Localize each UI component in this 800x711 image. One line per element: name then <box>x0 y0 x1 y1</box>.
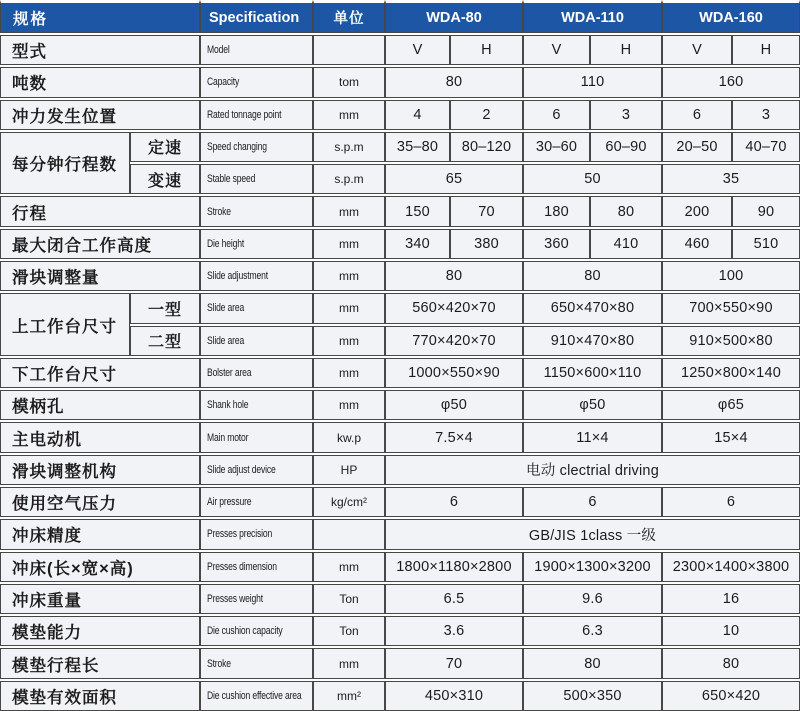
value-cell: 110 <box>523 67 662 97</box>
value-cell: 9.6 <box>523 584 662 614</box>
value-cell: 3 <box>732 100 800 130</box>
spec-label-text: Slide adjust device <box>207 463 276 476</box>
spec-label-text: Presses weight <box>207 592 264 605</box>
value-cell: 15×4 <box>662 422 800 452</box>
row-label: 模垫行程长 <box>0 648 200 678</box>
spec-label-text: Slide area <box>207 334 245 347</box>
unit-cell: mm <box>313 100 385 130</box>
value-cell: 460 <box>662 229 732 259</box>
value-cell: 40–70 <box>732 132 800 162</box>
value-cell: 6 <box>523 100 590 130</box>
value-cell: V <box>385 35 450 65</box>
value-cell: 500×350 <box>523 681 662 711</box>
value-cell: 150 <box>385 196 450 226</box>
row-label: 滑块调整机构 <box>0 455 200 485</box>
unit-cell: mm <box>313 229 385 259</box>
row-label: 冲床(长×宽×高) <box>0 552 200 582</box>
spec-label <box>200 358 313 388</box>
spec-label-text: Bolster area <box>207 366 252 379</box>
value-cell: 80 <box>385 67 523 97</box>
header-spec-cn: 规格 <box>0 0 200 33</box>
value-cell: 700×550×90 <box>662 293 800 323</box>
value-cell: 80 <box>662 648 800 678</box>
spec-label-text: Speed changing <box>207 140 267 153</box>
value-cell: 1000×550×90 <box>385 358 523 388</box>
spec-label-text: Air pressure <box>207 496 252 509</box>
row-sublabel: 定速 <box>130 132 200 162</box>
value-cell: 10 <box>662 616 800 646</box>
row-label: 模垫有效面积 <box>0 681 200 711</box>
value-cell: 35–80 <box>385 132 450 162</box>
value-cell: V <box>662 35 732 65</box>
spec-label <box>200 67 313 97</box>
spec-label-text: Die height <box>207 237 245 250</box>
value-cell: 70 <box>385 648 523 678</box>
spec-label <box>200 326 313 356</box>
spec-label <box>200 422 313 452</box>
value-cell: 80 <box>590 196 662 226</box>
spec-label <box>200 261 313 291</box>
spec-label-text: Slide area <box>207 302 245 315</box>
spec-label-text: Die cushion effective area <box>207 689 302 702</box>
row-sublabel: 一型 <box>130 293 200 323</box>
value-cell: 1150×600×110 <box>523 358 662 388</box>
spec-label-text: Stroke <box>207 205 231 218</box>
spec-label <box>200 100 313 130</box>
row-label: 吨数 <box>0 67 200 97</box>
row-label: 行程 <box>0 196 200 226</box>
unit-cell: mm <box>313 390 385 420</box>
row-label: 模垫能力 <box>0 616 200 646</box>
value-cell: 2300×1400×3800 <box>662 552 800 582</box>
spec-label-text: Shank hole <box>207 399 249 412</box>
unit-cell: mm <box>313 293 385 323</box>
unit-cell <box>313 519 385 549</box>
unit-cell: mm <box>313 261 385 291</box>
value-cell: 340 <box>385 229 450 259</box>
value-cell: 50 <box>523 164 662 194</box>
value-cell: 电动 clectrial driving <box>385 455 800 485</box>
unit-cell <box>313 35 385 65</box>
header-spec-en: Specification <box>200 0 313 33</box>
value-cell: 650×420 <box>662 681 800 711</box>
unit-cell: mm² <box>313 681 385 711</box>
spec-label-text: Model <box>207 44 230 57</box>
spec-label <box>200 164 313 194</box>
value-cell: 90 <box>732 196 800 226</box>
spec-label <box>200 681 313 711</box>
value-cell: 1900×1300×3200 <box>523 552 662 582</box>
spec-label <box>200 648 313 678</box>
value-cell: 650×470×80 <box>523 293 662 323</box>
value-cell: 65 <box>385 164 523 194</box>
spec-label <box>200 390 313 420</box>
spec-label-text: Capacity <box>207 76 240 89</box>
value-cell: 3 <box>590 100 662 130</box>
spec-label-text: Presses precision <box>207 528 273 541</box>
value-cell: 450×310 <box>385 681 523 711</box>
value-cell: GB/JIS 1class 一级 <box>385 519 800 549</box>
spec-label-text: Main motor <box>207 431 249 444</box>
unit-cell: s.p.m <box>313 132 385 162</box>
value-cell: 1250×800×140 <box>662 358 800 388</box>
header-unit: 单位 <box>313 0 385 33</box>
value-cell: 770×420×70 <box>385 326 523 356</box>
value-cell: φ50 <box>385 390 523 420</box>
row-group-label: 上工作台尺寸 <box>0 293 130 356</box>
value-cell: 560×420×70 <box>385 293 523 323</box>
unit-cell: mm <box>313 196 385 226</box>
spec-label-text: Stroke <box>207 657 231 670</box>
row-label: 冲床精度 <box>0 519 200 549</box>
value-cell: 80–120 <box>450 132 523 162</box>
header-model-wda80: WDA-80 <box>385 0 523 33</box>
value-cell: 16 <box>662 584 800 614</box>
value-cell: 20–50 <box>662 132 732 162</box>
value-cell: 410 <box>590 229 662 259</box>
row-group-label: 每分钟行程数 <box>0 132 130 195</box>
value-cell: 910×470×80 <box>523 326 662 356</box>
spec-label-text: Presses dimension <box>207 560 277 573</box>
value-cell: 910×500×80 <box>662 326 800 356</box>
value-cell: φ50 <box>523 390 662 420</box>
row-label: 冲力发生位置 <box>0 100 200 130</box>
value-cell: 4 <box>385 100 450 130</box>
unit-cell: tom <box>313 67 385 97</box>
unit-cell: mm <box>313 326 385 356</box>
value-cell: 160 <box>662 67 800 97</box>
value-cell: 2 <box>450 100 523 130</box>
value-cell: 6 <box>523 487 662 517</box>
unit-cell: HP <box>313 455 385 485</box>
spec-label <box>200 35 313 65</box>
value-cell: H <box>732 35 800 65</box>
row-sublabel: 二型 <box>130 326 200 356</box>
spec-label <box>200 487 313 517</box>
header-model-wda160: WDA-160 <box>662 0 800 33</box>
spec-label <box>200 229 313 259</box>
spec-label <box>200 132 313 162</box>
value-cell: 7.5×4 <box>385 422 523 452</box>
row-label: 模柄孔 <box>0 390 200 420</box>
value-cell: H <box>590 35 662 65</box>
spec-label-text: Die cushion capacity <box>207 625 283 638</box>
unit-cell: s.p.m <box>313 164 385 194</box>
value-cell: 70 <box>450 196 523 226</box>
value-cell: 30–60 <box>523 132 590 162</box>
unit-cell: kg/cm² <box>313 487 385 517</box>
row-label: 型式 <box>0 35 200 65</box>
spec-label-text: Slide adjustment <box>207 270 268 283</box>
value-cell: 200 <box>662 196 732 226</box>
spec-label <box>200 552 313 582</box>
value-cell: 380 <box>450 229 523 259</box>
unit-cell: mm <box>313 358 385 388</box>
value-cell: H <box>450 35 523 65</box>
value-cell: 6.5 <box>385 584 523 614</box>
value-cell: 6 <box>385 487 523 517</box>
spec-label <box>200 519 313 549</box>
value-cell: 6 <box>662 100 732 130</box>
value-cell: 6.3 <box>523 616 662 646</box>
unit-cell: mm <box>313 648 385 678</box>
spec-label <box>200 293 313 323</box>
value-cell: 60–90 <box>590 132 662 162</box>
value-cell: 11×4 <box>523 422 662 452</box>
unit-cell: kw.p <box>313 422 385 452</box>
spec-label <box>200 584 313 614</box>
spec-label <box>200 196 313 226</box>
row-label: 冲床重量 <box>0 584 200 614</box>
value-cell: 100 <box>662 261 800 291</box>
value-cell: V <box>523 35 590 65</box>
value-cell: 80 <box>385 261 523 291</box>
value-cell: 80 <box>523 261 662 291</box>
value-cell: 180 <box>523 196 590 226</box>
value-cell: 6 <box>662 487 800 517</box>
spec-label <box>200 616 313 646</box>
spec-label-text: Rated tonnage point <box>207 108 282 121</box>
unit-cell: mm <box>313 552 385 582</box>
row-label: 滑块调整量 <box>0 261 200 291</box>
value-cell: 35 <box>662 164 800 194</box>
value-cell: 360 <box>523 229 590 259</box>
header-model-wda110: WDA-110 <box>523 0 662 33</box>
value-cell: 1800×1180×2800 <box>385 552 523 582</box>
value-cell: 80 <box>523 648 662 678</box>
row-label: 最大闭合工作高度 <box>0 229 200 259</box>
unit-cell: Ton <box>313 616 385 646</box>
value-cell: 510 <box>732 229 800 259</box>
spec-label <box>200 455 313 485</box>
row-label: 下工作台尺寸 <box>0 358 200 388</box>
row-label: 使用空气压力 <box>0 487 200 517</box>
row-sublabel: 变速 <box>130 164 200 194</box>
unit-cell: Ton <box>313 584 385 614</box>
value-cell: 3.6 <box>385 616 523 646</box>
row-label: 主电动机 <box>0 422 200 452</box>
value-cell: φ65 <box>662 390 800 420</box>
spec-label-text: Stable speed <box>207 173 256 186</box>
